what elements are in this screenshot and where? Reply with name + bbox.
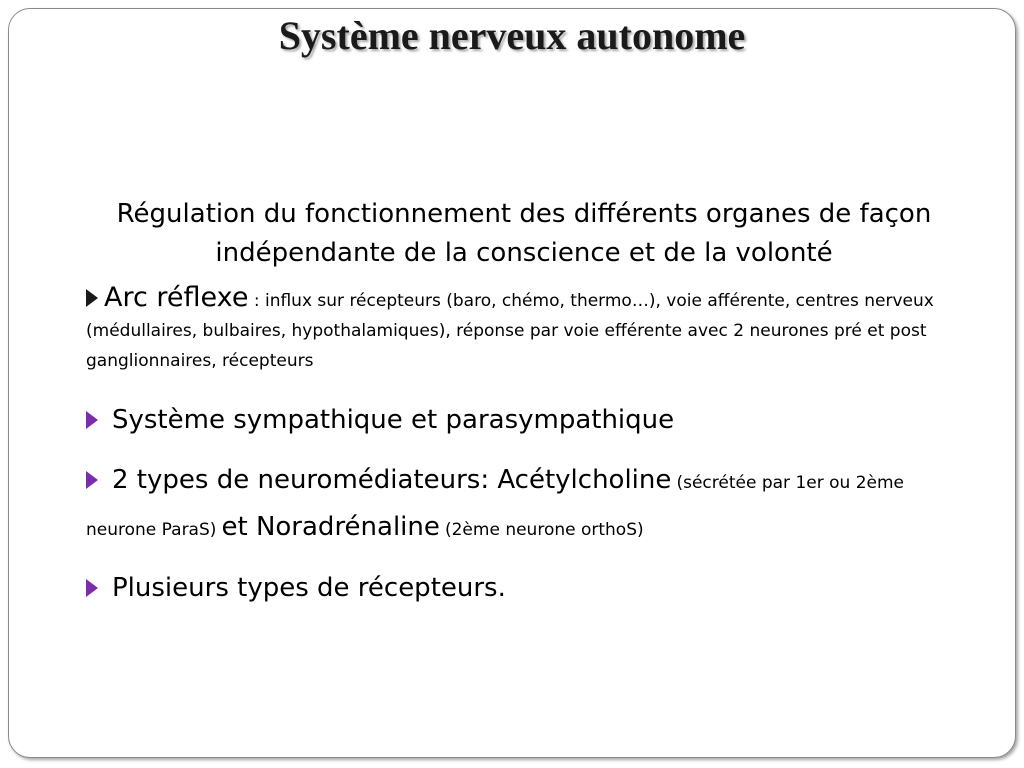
systemes-text: Système sympathique et parasympathique [112, 405, 675, 435]
slide-title: Système nerveux autonome [278, 13, 746, 58]
arrow-bullet-icon [86, 471, 98, 489]
neuro-part1: 2 types de neuromédiateurs: Acétylcholine [112, 465, 672, 495]
bullet-neuromediateurs [86, 458, 966, 552]
arc-reflexe-detail: : influx sur récepteurs (baro, chémo, thermo…), voie afférente, centres nerveux (médullaires, bulbaires, hypothalamiques), réponse par voie efférente avec 2 neurones pré et post ganglionnaires, récepteurs [86, 291, 934, 371]
neuro-part2: et Noradrénaline [221, 512, 440, 542]
neuro-note2: (2ème neurone orthoS) [444, 520, 644, 540]
neuro-note1: (sécrétée par 1er ou 2ème neurone ParaS) [86, 473, 904, 540]
slide-body [86, 195, 966, 606]
bullet-recepteurs [86, 570, 966, 606]
arrow-bullet-icon [86, 411, 98, 429]
arrow-bullet-icon [86, 579, 98, 597]
bullet-arc-reflexe [86, 283, 966, 376]
arrow-bullet-icon [86, 289, 98, 307]
bullet-systemes [86, 402, 966, 438]
intro-paragraph: Régulation du fonctionnement des différents organes de façon indépendante de la conscience et de la volonté [116, 199, 932, 268]
arc-reflexe-heading: Arc réflexe [104, 282, 249, 313]
recepteurs-text: Plusieurs types de récepteurs. [112, 573, 506, 603]
